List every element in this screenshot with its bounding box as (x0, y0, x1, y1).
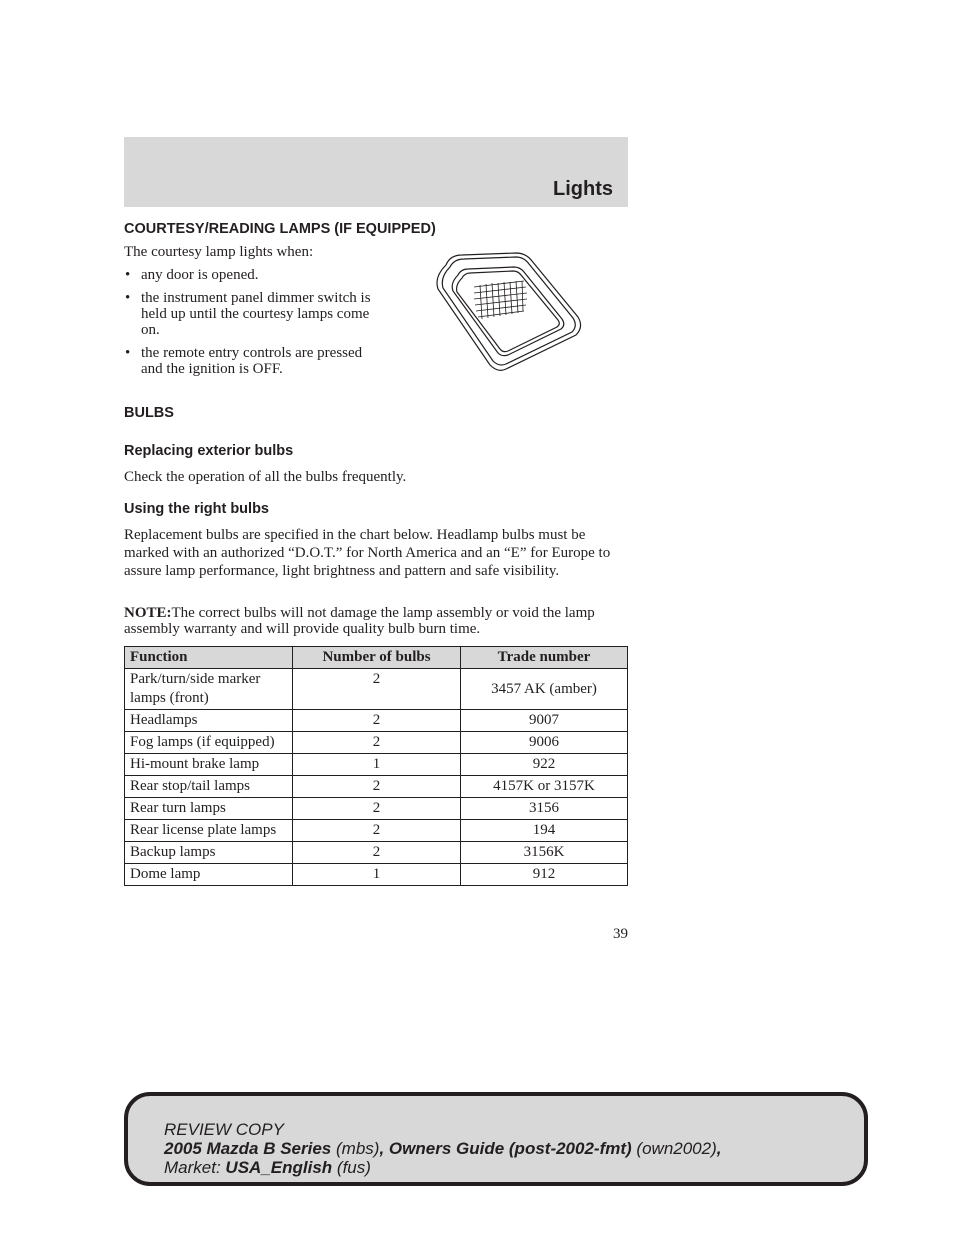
cell-trade: 922 (461, 754, 628, 776)
cell-function: Backup lamps (125, 842, 293, 864)
table-row (125, 864, 628, 886)
review-model-code: (mbs) (336, 1139, 380, 1158)
list-item (124, 267, 384, 283)
table-row (125, 820, 628, 842)
section-title: Lights (553, 178, 613, 200)
review-copy-text (164, 1120, 721, 1177)
review-model: 2005 Mazda B Series (164, 1139, 332, 1158)
cell-trade: 9007 (461, 710, 628, 732)
review-separator: , (716, 1139, 722, 1158)
cell-number: 2 (293, 776, 461, 798)
review-copy-label: REVIEW COPY (164, 1120, 284, 1139)
list-item (124, 290, 384, 338)
using-heading: Using the right bulbs (124, 501, 269, 517)
note-paragraph (124, 605, 624, 637)
column-header-trade: Trade number (461, 647, 628, 669)
bullet-icon: • (125, 267, 131, 283)
table-row (125, 754, 628, 776)
cell-function: Park/turn/side marker lamps (front) (125, 669, 293, 710)
note-text: The correct bulbs will not damage the lamp assembly or void the lamp assembly warranty and will provide quality bulb burn time. (124, 605, 595, 637)
table-row (125, 732, 628, 754)
review-guide: Owners Guide (post-2002-fmt) (388, 1139, 632, 1158)
cell-function: Rear turn lamps (125, 798, 293, 820)
bullet-icon: • (125, 345, 131, 361)
cell-trade: 4157K or 3157K (461, 776, 628, 798)
cell-trade: 3457 AK (amber) (461, 669, 628, 710)
table-header-row (125, 647, 628, 669)
review-market-label: Market: (164, 1158, 221, 1177)
cell-number: 2 (293, 798, 461, 820)
cell-number: 2 (293, 710, 461, 732)
cell-trade: 912 (461, 864, 628, 886)
cell-number: 2 (293, 669, 461, 710)
using-text: Replacement bulbs are specified in the chart below. Headlamp bulbs must be marked with an authorized “D.O.T.” for North America and an “E” for Europe to assure lamp performance, light brightness and pattern and safe visibility. (124, 527, 611, 579)
cell-trade: 9006 (461, 732, 628, 754)
section-header-band (124, 137, 628, 207)
column-header-function: Function (125, 647, 293, 669)
bullet-text: the instrument panel dimmer switch is held up until the courtesy lamps come on. (141, 290, 371, 338)
replacing-heading: Replacing exterior bulbs (124, 443, 294, 459)
cell-number: 1 (293, 864, 461, 886)
review-market: USA_English (225, 1158, 333, 1177)
list-item (124, 345, 384, 377)
table-row (125, 842, 628, 864)
cell-function: Fog lamps (if equipped) (125, 732, 293, 754)
table-row (125, 710, 628, 732)
courtesy-bullet-list (124, 267, 384, 384)
review-separator: , (379, 1139, 385, 1158)
bulbs-heading: BULBS (124, 405, 174, 421)
review-guide-code: (own2002) (636, 1139, 717, 1158)
courtesy-lamp-illustration (428, 245, 588, 380)
cell-function: Headlamps (125, 710, 293, 732)
cell-number: 1 (293, 754, 461, 776)
cell-function: Dome lamp (125, 864, 293, 886)
cell-number: 2 (293, 842, 461, 864)
bullet-text: any door is opened. (141, 267, 259, 283)
bullet-icon: • (125, 290, 131, 306)
cell-function: Hi-mount brake lamp (125, 754, 293, 776)
column-header-number: Number of bulbs (293, 647, 461, 669)
page-number: 39 (613, 926, 628, 942)
replacing-text: Check the operation of all the bulbs frequently. (124, 469, 407, 485)
cell-trade: 194 (461, 820, 628, 842)
cell-trade: 3156K (461, 842, 628, 864)
review-copy-box (124, 1092, 868, 1186)
review-market-code: (fus) (336, 1158, 371, 1177)
table-row (125, 776, 628, 798)
courtesy-heading: COURTESY/READING LAMPS (IF EQUIPPED) (124, 221, 436, 237)
cell-number: 2 (293, 732, 461, 754)
cell-trade: 3156 (461, 798, 628, 820)
bullet-text: the remote entry controls are pressed and the ignition is OFF. (141, 345, 363, 377)
courtesy-intro: The courtesy lamp lights when: (124, 244, 314, 260)
cell-function: Rear license plate lamps (125, 820, 293, 842)
table-row (125, 669, 628, 710)
bulb-table (124, 646, 628, 886)
review-line-3 (164, 1158, 721, 1177)
review-line-2 (164, 1139, 721, 1158)
note-label: NOTE: (124, 605, 172, 621)
cell-function: Rear stop/tail lamps (125, 776, 293, 798)
table-row (125, 798, 628, 820)
cell-number: 2 (293, 820, 461, 842)
